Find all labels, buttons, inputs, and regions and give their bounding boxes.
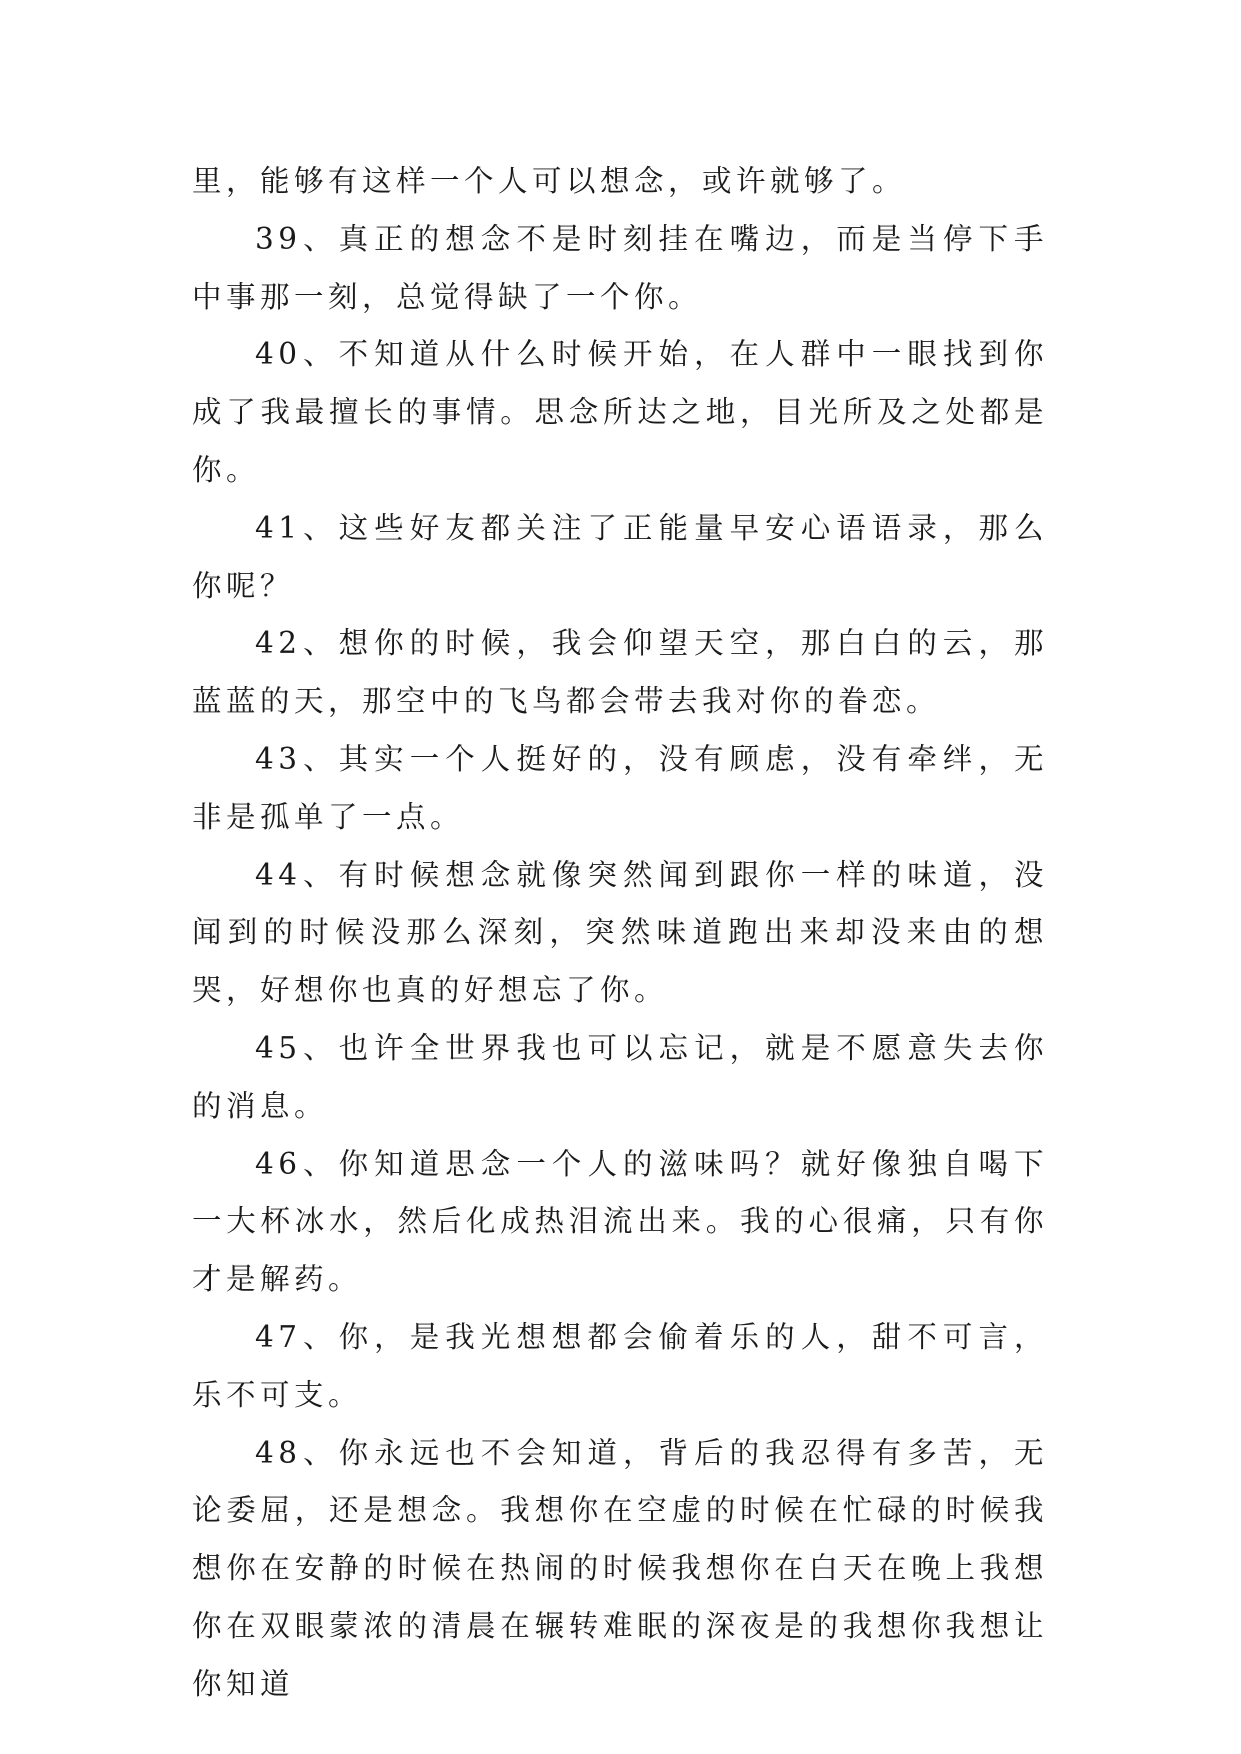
paragraph-41: 41、这些好友都关注了正能量早安心语语录，那么你呢？ (192, 510, 1048, 603)
document-body (192, 153, 1048, 1714)
paragraph-46: 46、你知道思念一个人的滋味吗？就好像独自喝下一大杯冰水，然后化成热泪流出来。我的心很痛，只有你才是解药。 (192, 1146, 1048, 1297)
paragraph-44: 44、有时候想念就像突然闻到跟你一样的味道，没闻到的时候没那么深刻，突然味道跑出来却没来由的想哭，好想你也真的好想忘了你。 (192, 857, 1048, 1008)
paragraph-45: 45、也许全世界我也可以忘记，就是不愿意失去你的消息。 (192, 1030, 1048, 1123)
paragraph-continuation: 里，能够有这样一个人可以想念，或许就够了。 (192, 164, 907, 198)
paragraph-48: 48、你永远也不会知道，背后的我忍得有多苦，无论委屈，还是想念。我想你在空虚的时候在忙碌的时候我想你在安静的时候在热闹的时候我想你在白天在晚上我想你在双眼蒙浓的清晨在辗转难眠的深夜是的我想你我想让你知道 (192, 1435, 1048, 1701)
paragraph-42: 42、想你的时候，我会仰望天空，那白白的云，那蓝蓝的天，那空中的飞鸟都会带去我对你的眷恋。 (192, 626, 1048, 719)
paragraph-39: 39、真正的想念不是时刻挂在嘴边，而是当停下手中事那一刻，总觉得缺了一个你。 (192, 221, 1048, 314)
paragraph-47: 47、你，是我光想想都会偷着乐的人，甜不可言，乐不可支。 (192, 1319, 1048, 1412)
paragraph-43: 43、其实一个人挺好的，没有顾虑，没有牵绊，无非是孤单了一点。 (192, 741, 1048, 834)
paragraph-40: 40、不知道从什么时候开始，在人群中一眼找到你成了我最擅长的事情。思念所达之地，目光所及之处都是你。 (192, 337, 1048, 487)
